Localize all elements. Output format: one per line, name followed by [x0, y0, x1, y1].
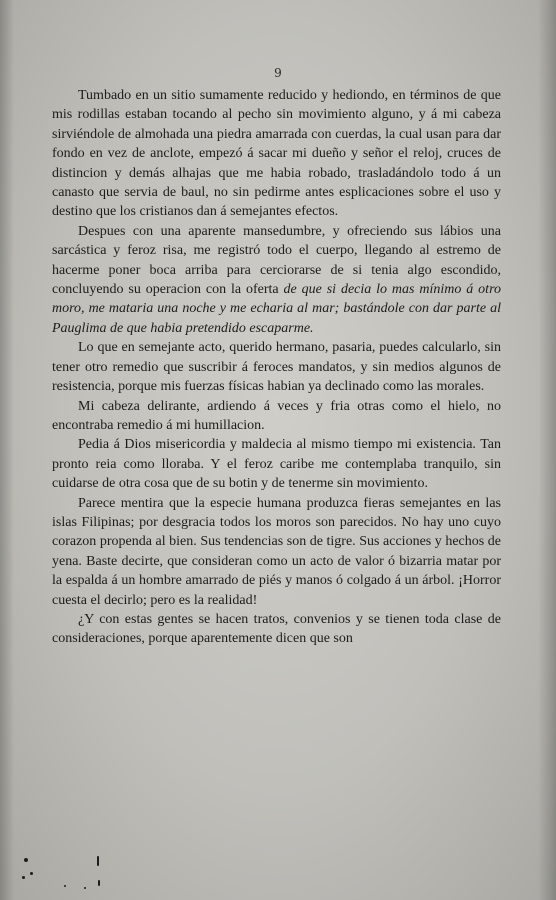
paragraph-5: Pedia á Dios misericordia y maldecia al mismo tiempo mi existencia. Tan pronto reia como lloraba. Y el feroz caribe me contemplaba tranquilo, sin cuidarse de otra cosa que de su botin y de tenerme sin movimiento. — [52, 437, 501, 492]
ink-speck — [22, 876, 25, 879]
page-edge-shadow-left — [0, 0, 14, 900]
paragraph-4: Mi cabeza delirante, ardiendo á veces y fria otras como el hielo, no encontraba remedio á mi humillacion. — [52, 398, 501, 433]
ink-speck — [97, 856, 99, 866]
paragraph-3: Lo que en semejante acto, querido hermano, pasaria, puedes calcularlo, sin tener otro remedio que suscribir á feroces mandatos, y sin medios algunos de resistencia, porque mis fuerzas físicas habian ya declinado como las morales. — [52, 340, 501, 395]
ink-speck — [64, 885, 66, 887]
paragraph-2-text: Despues con una aparente mansedumbre, y ofreciendo sus lábios una sarcástica y feroz risa, me registró todo el cuerpo, llegando al estremo de hacerme poner boca arriba para cerciorarse de si tenia algo escondido, concluyendo su operacion con la oferta — [52, 223, 501, 298]
body-text — [52, 86, 501, 649]
paragraph-2 — [52, 222, 501, 338]
paragraph-1: Tumbado en un sitio sumamente reducido y hediondo, en términos de que mis rodillas estaban tocando al pecho sin movimiento alguno, y á mi cabeza sirviéndole de almohada una piedra amarrada con cuerdas, la cual usan para dar fondo en vez de anclote, empezó á sacar mi dueño y señor el reloj, cruces de distincion y demás alhajas que me habia robado, trasladándolo todo á un canasto que servia de baul, no sin pedirme antes esplicaciones sobre el uso y destino que los cristianos dan á semejantes efectos. — [52, 88, 501, 220]
ink-speck — [30, 872, 33, 875]
paragraph-2-italic: de que si decia lo mas mínimo á otro moro, me mataria una noche y me echaria al mar; bastándole con dar parte al Pauglima de que habia pretendido escaparme. — [52, 282, 501, 336]
ink-speck — [84, 887, 86, 889]
paragraph-6: Parece mentira que la especie humana produzca fieras semejantes en las islas Filipinas; por desgracia todos los moros son parecidos. No hay uno cuyo corazon propenda al bien. Sus tendencias son de tigre. Sus acciones y hechos de yena. Baste decirte, que consideran como un acto de valor ó bizarria matar por la espalda á un hombre amarrado de piés y manos ó colgado á un árbol. ¡Horror cuesta el decirlo; pero es la realidad! — [52, 495, 501, 608]
paragraph-7: ¿Y con estas gentes se hacen tratos, convenios y se tienen toda clase de consideraciones, porque aparentemente dicen que son — [52, 611, 501, 647]
ink-speck — [24, 858, 28, 862]
page-number: 9 — [274, 66, 282, 80]
page-edge-shadow-right — [538, 0, 556, 900]
ink-speck — [98, 880, 100, 886]
